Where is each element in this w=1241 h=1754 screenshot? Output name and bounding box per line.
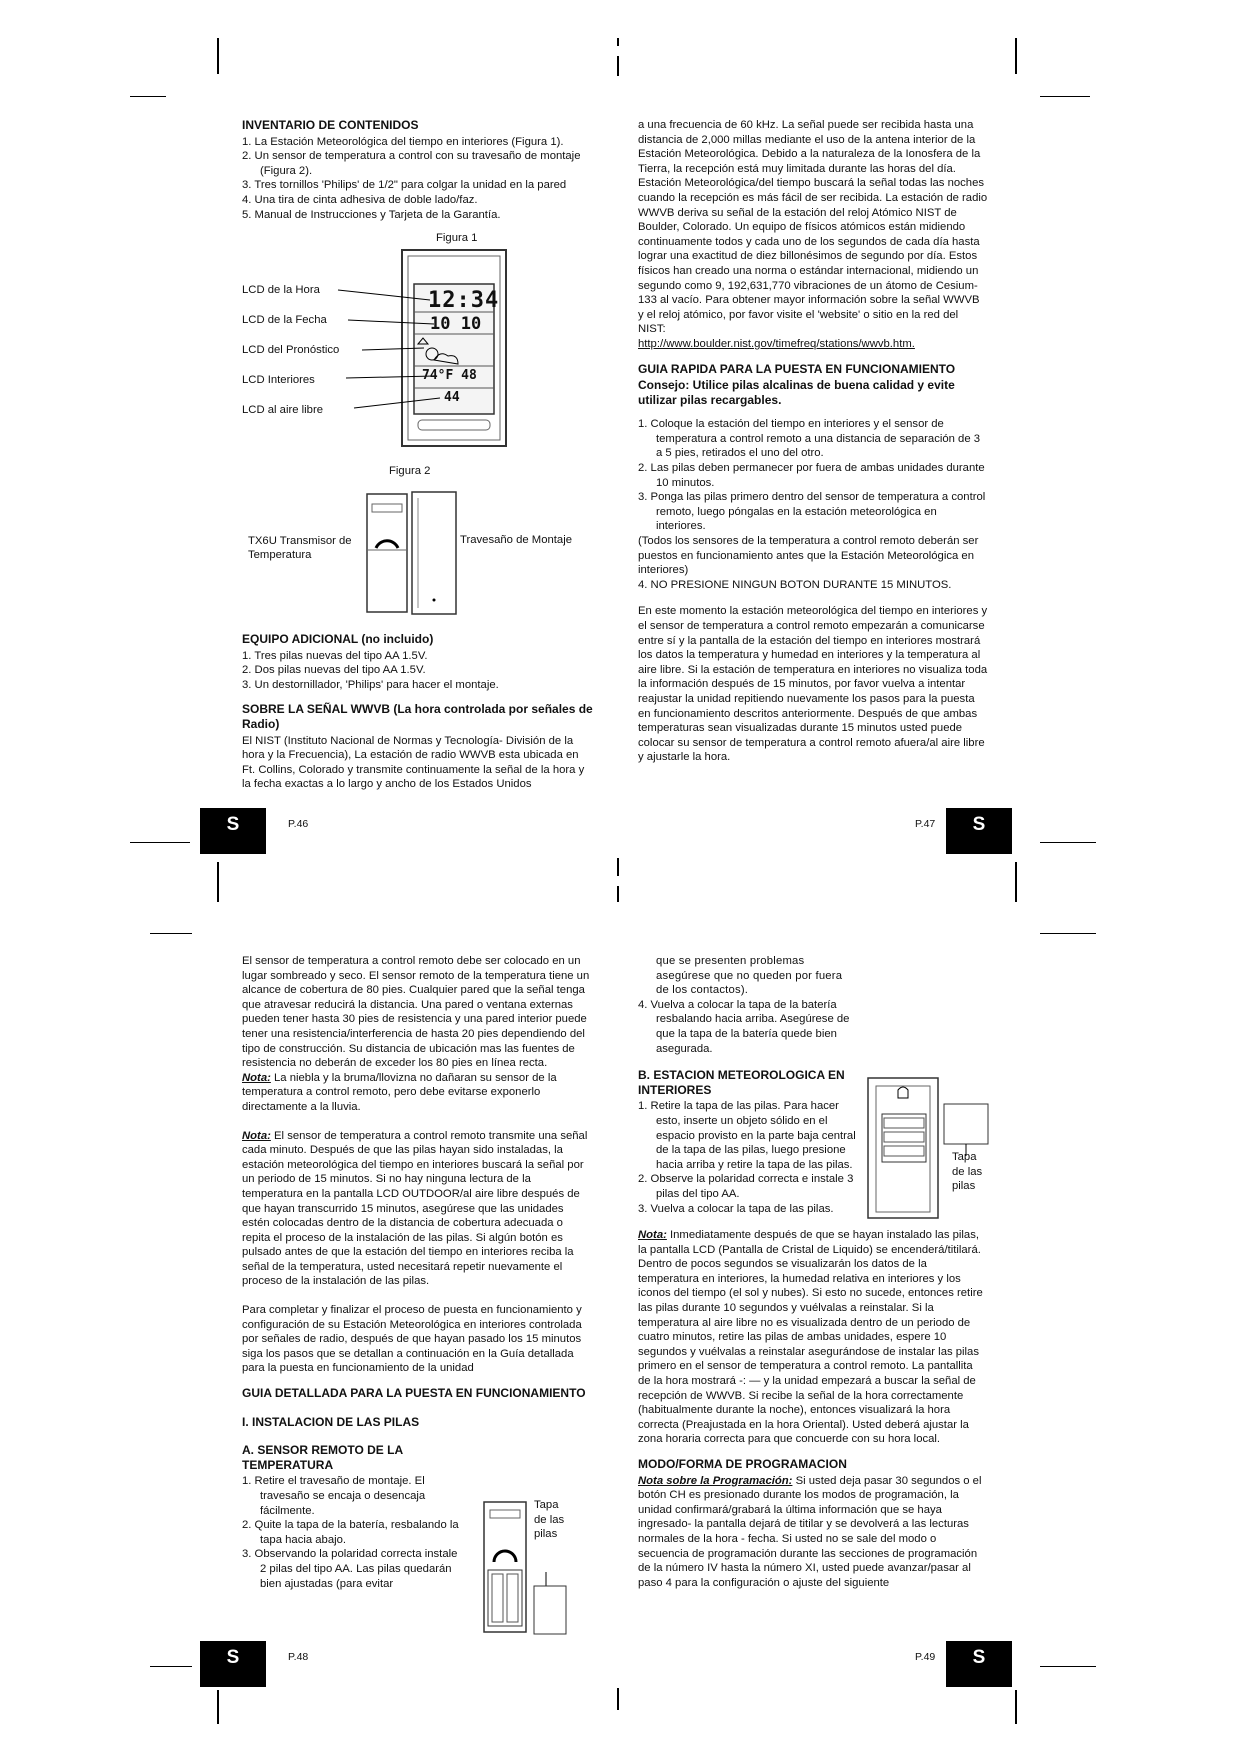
list-item: 1. Retire la tapa de las pilas. Para hacer esto, inserte un objeto sólido en el espacio provisto en la parte baja central de la tapa de las pilas, luego presione hacia arriba y retire la tapa de las pilas. (638, 1100, 856, 1171)
figure2-label-bracket: Travesaño de Montaje (460, 534, 572, 546)
crop-mark (1015, 1690, 1017, 1724)
section-tab: S (200, 808, 266, 854)
wwvb-text: El NIST (Instituto Nacional de Normas y Tecnología- División de la hora y la Frecuencia), La estación de radio WWVB esta ubicada en Ft. Collins, Colorado y transmite continuamente la señal de la hora y la fecha exactas a lo largo y ancho de los Estados Unidos (242, 734, 585, 791)
crop-mark (150, 933, 192, 934)
figure1-caption: Figura 1 (436, 232, 478, 244)
crop-mark (130, 96, 166, 97)
crop-mark (1015, 862, 1017, 902)
crop-mark (1040, 933, 1096, 934)
list-item: 2. Un sensor de temperatura a control con su travesaño de montaje (Figura 2). (242, 150, 581, 177)
programming-note-label: Nota sobre la Programación: (638, 1474, 793, 1487)
inventory-title: INVENTARIO DE CONTENIDOS (242, 118, 419, 132)
programming-title: MODO/FORMA DE PROGRAMACION (638, 1457, 847, 1471)
quick-start-item4: 4. NO PRESIONE NINGUN BOTON DURANTE 15 MINUTOS. (638, 578, 952, 591)
sensor-placement-text: El sensor de temperatura a control remoto debe ser colocado en un lugar sombreado y seco. El sensor remoto de la temperatura tiene un alcance de cobertura de 80 pies. Cualquier pared que la señal tenga que atravesar reducirá la distancia. Una pared o ventana externas pueden tener hasta 30 pies de resistencia y una pared interior puede tener una resistencia/interferencia de hasta 20 pies dependiendo del tipo de construcción. Su distancia de ubicación mas las fuentes de resistencia no deberán de exceder los 80 pies en línea recta. (242, 955, 590, 1070)
nist-link[interactable]: http://www.boulder.nist.gov/timefreq/stations/wwvb.htm. (638, 337, 915, 350)
section-tab: S (200, 1641, 266, 1687)
page-number: P.49 (915, 1651, 936, 1663)
crop-mark (617, 38, 619, 46)
crop-mark (617, 858, 619, 876)
figure1-label-outdoor: LCD al aire libre (242, 404, 323, 416)
page46-column (242, 118, 594, 228)
battery-cover-label: Tapa de las pilas (952, 1151, 983, 1192)
inventory-list (242, 135, 594, 223)
section-a-title: A. SENSOR REMOTO DE LA TEMPERATURA (242, 1443, 403, 1472)
section-b-title: B. ESTACION METEOROLOGICA EN INTERIORES (638, 1068, 845, 1097)
list-item: 3. Ponga las pilas primero dentro del sensor de temperatura a control remoto, luego póngalas en la estación meteorológica en interiores. (638, 491, 986, 533)
figure2-caption: Figura 2 (389, 465, 431, 477)
section-tab: S (946, 808, 1012, 854)
lcd-date-readout: 10 10 (430, 314, 482, 334)
list-item: 4. Vuelva a colocar la tapa de la batería resbalando hacia arriba. Asegúrese de que la tapa de la batería quede bien asegurada. (638, 998, 850, 1055)
list-item: 1. Retire el travesaño de montaje. El travesaño se encaja o desencaja fácilmente. (242, 1475, 426, 1517)
figure1-label-time: LCD de la Hora (242, 284, 320, 296)
station-battery-illustration (866, 1074, 996, 1224)
programming-text: Si usted deja pasar 30 segundos o el botón CH es presionado durante los modos de programación, la unidad confirmará/grabará la última información que se haya ingresado- la pantalla dejará de titilar y se devolverá a las lecturas normales de la hora - fecha. Si usted no se sale del modo o secuencia de programación durante las secciones de programación de la número IV hasta la número XI, usted puede avanzar/pasar al paso 4 para la configuración o ajuste del siguiente (638, 1474, 982, 1589)
list-item: 2. Quite la tapa de la batería, resbalando la tapa hacia abajo. (242, 1519, 459, 1546)
list-item: 1. Tres pilas nuevas del tipo AA 1.5V. (242, 649, 428, 662)
crop-mark (617, 886, 619, 902)
crop-mark (217, 862, 219, 902)
list-item: 4. Una tira de cinta adhesiva de doble lado/faz. (242, 193, 478, 206)
quick-start-title: GUIA RAPIDA PARA LA PUESTA EN FUNCIONAMIENTO (638, 361, 956, 376)
crop-mark (617, 1688, 619, 1710)
note-text: La niebla y la bruma/llovizna no dañaran su sensor de la temperatura a control remoto, pero debe evitarse exponerlo directamente a la lluvia. (242, 1071, 557, 1113)
list-item: 2. Observe la polaridad correcta e instale 3 pilas del tipo AA. (638, 1173, 854, 1200)
page49-column (638, 954, 988, 1596)
lcd-indoor-readout: 74°F 48 (422, 368, 477, 383)
page-number: P.48 (288, 1651, 309, 1663)
note-label: Nota: (242, 1129, 271, 1142)
lcd-time-readout: 12:34 (428, 288, 500, 313)
crop-mark (150, 1666, 192, 1667)
equipment-list (242, 649, 594, 693)
section-tab: S (946, 1641, 1012, 1687)
list-item: 3. Observando la polaridad correcta instale 2 pilas del tipo AA. Las pilas quedarán bien ajustadas (para evitar (242, 1548, 458, 1590)
detailed-guide-title: GUIA DETALLADA PARA LA PUESTA EN FUNCIONAMIENTO (242, 1386, 586, 1401)
note-text: Inmediatamente después de que se hayan instalado las pilas, la pantalla LCD (Pantalla de Cristal de Liquido) se encenderá/titilará. Dentro de pocos segundos se visualizarán los datos de la temperatura en interiores, la humedad relativa en interiores y los iconos del tiempo (el sol y nubes). Si esto no sucede, entonces retire las pilas durante 10 segundos y vuélvalas a reinstalar. Si la temperatura al aire libre no es visualizada dentro de un periodo de cuatro minutos, retire las pilas de ambas unidades, espere 10 segundos y vuélvalas a reinstalar asegurándose de instalar las pilas primero en el sensor de temperatura a control remoto. La pantallita de la hora mostrará -: — y la unidad empezará a buscar la señal de recepción de WWVB. Si recibe la señal de la hora correctamente (habitualmente durante la noche), entonces visualizará la hora correcta (Preajustada en la hora Oriental). Usted deberá ajustar la zona horaria correcta para que concuerde con su hora local. (638, 1229, 983, 1446)
section-a-list (242, 1474, 462, 1591)
figure1-label-indoor: LCD Interiores (242, 374, 315, 386)
item4-list (638, 998, 868, 1056)
note-label: Nota: (242, 1071, 271, 1084)
list-item: 5. Manual de Instrucciones y Tarjeta de la Garantía. (242, 208, 501, 221)
quick-start-note: (Todos los sensores de la temperatura a control remoto deberán ser puestos en funcionamiento antes que la Estación Meteorológica en interiores) (638, 535, 979, 577)
quick-start-list (638, 417, 988, 534)
list-item: 3. Vuelva a colocar la tapa de las pilas. (638, 1202, 834, 1215)
page47-column (638, 118, 988, 771)
section-b-list (638, 1099, 860, 1216)
crop-mark (130, 842, 190, 843)
crop-mark (1015, 38, 1017, 74)
crop-mark (1040, 96, 1090, 97)
page46-column-bottom (242, 632, 594, 798)
note-text: El sensor de temperatura a control remoto transmite una señal cada minuto. Después de que las pilas hayan sido instaladas, la estación meteorológica del tiempo en interiores buscará la señal por un periodo de 15 minutos. Si no hay ninguna lectura de la temperatura en la pantalla LCD OUTDOOR/al aire libre después de que hayan transcurrido 15 minutos, asegúrese que las unidades estén colocadas dentro de la distancia de cobertura adecuada o repita el proceso de la instalación de las pilas. Si algún botón es pulsado antes de que la estación del tiempo en interiores reciba la señal de la temperatura, usted necesitará repetir nuevamente el proceso de la instalación de las pilas. (242, 1129, 588, 1288)
list-item: 3. Un destornillador, 'Philips' para hacer el montaje. (242, 678, 499, 691)
crop-mark (617, 56, 619, 76)
crop-mark (1040, 1666, 1096, 1667)
equipment-title: EQUIPO ADICIONAL (no incluido) (242, 632, 434, 646)
crop-mark (217, 1690, 219, 1724)
figure1-label-date: LCD de la Fecha (242, 314, 327, 326)
figure1-label-forecast: LCD del Pronóstico (242, 344, 340, 356)
figure2-label-transmitter: TX6U Transmisor de Temperatura (248, 535, 352, 561)
crop-mark (217, 38, 219, 74)
wwvb-title: SOBRE LA SEÑAL WWVB (La hora controlada por señales de Radio) (242, 702, 593, 731)
quick-start-tip: Consejo: Utilice pilas alcalinas de buena calidad y evite utilizar pilas recargables. (638, 378, 955, 407)
section-i-title: I. INSTALACION DE LAS PILAS (242, 1414, 420, 1429)
weather-station-illustration (330, 248, 510, 448)
crop-mark (1040, 842, 1096, 843)
battery-cover-label: Tapa de las pilas (534, 1499, 565, 1540)
transmitter-illustration (362, 490, 462, 620)
wwvb-continued-text: a una frecuencia de 60 kHz. La señal puede ser recibida hasta una distancia de 2,000 millas mediante el uso de la antena interior de la Estación Meteorológica. Debido a la naturaleza de la Ionosfera de la Tierra, la recepción está muy limitada durante las horas del día. Estación Meteorológica/del tiempo buscará la señal todas las noches cuando la recepción es más fácil de ser recibida. La estación de radio WWVB deriva su señal de la estación del reloj Atómico NIST de Boulder, Colorado. Un equipo de físicos atómicos están midiendo continuamente todos y cada uno de los segundos de cada día hasta lograr una exactitud de diez billonésimos de segundo por día. Estos físicos han creado una norma o estándar internacional, midiendo un segundo como 9, 192,631,770 vibraciones de un átomo de Cesium-133 al vacío. Para obtener mayor información sobre la señal WWVB y el reloj atómico, por favor visite el 'website' o sitio en la red del NIST: (638, 119, 988, 336)
closing-text: En este momento la estación meteorológica del tiempo en interiores y el sensor de temperatura a control remoto empezarán a comunicarse entre sí y la pantalla de la estación del tiempo en interiores mostrará los datos la temperatura y humedad en interiores y la temperatura al aire libre. Si la estación de temperatura en interiores no visualiza toda la información después de 15 minutos, por favor vuelva a intentar reajustar la unidad repitiendo nuevamente los pasos para la puesta en funcionamiento descritos anteriormente. Después de que ambas temperaturas sean visualizadas durante 15 minutos usted puede colocar su sensor de temperatura a control remoto afuera/al aire libre y ajustarle la hora. (638, 605, 988, 764)
lcd-outdoor-readout: 44 (444, 390, 460, 405)
list-item: 3. Tres tornillos 'Philips' de 1/2" para colgar la unidad en la pared (242, 179, 567, 192)
list-item: 2. Las pilas deben permanecer por fuera de ambas unidades durante 10 minutos. (638, 462, 985, 489)
completion-text: Para completar y finalizar el proceso de puesta en funcionamiento y configuración de su Estación Meteorológica en interiores controlada por señales de radio, después de que hayan pasado los 15 minutos siga los pasos que se detallan a continuación en la Guía detallada para la puesta en funcionamiento de la unidad (242, 1304, 582, 1375)
continued-text: que se presenten problemas asegúrese que no queden por fuera de los contactos). (656, 955, 843, 997)
note-label: Nota: (638, 1229, 667, 1242)
list-item: 1. La Estación Meteorológica del tiempo en interiores (Figura 1). (242, 135, 564, 148)
list-item: 2. Dos pilas nuevas del tipo AA 1.5V. (242, 664, 426, 677)
page-number: P.47 (915, 818, 936, 830)
page-number: P.46 (288, 818, 309, 830)
list-item: 1. Coloque la estación del tiempo en interiores y el sensor de temperatura a control remoto a una distancia de separación de 3 a 5 pies, retirados el uno del otro. (638, 418, 981, 460)
